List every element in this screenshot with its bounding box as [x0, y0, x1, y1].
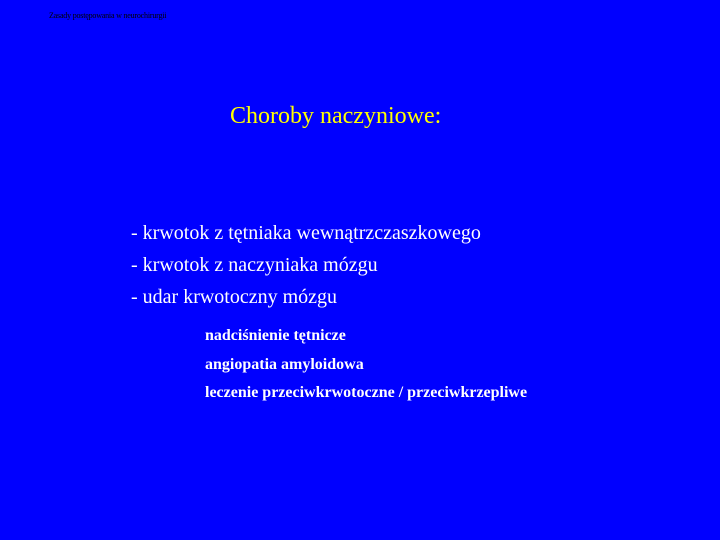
header-note: Zasady postępowania w neurochirurgii: [49, 11, 167, 20]
sub-bullet-list: [205, 322, 527, 408]
bullet-item: - krwotok z tętniaka wewnątrzczaszkowego: [131, 222, 481, 244]
sub-bullet-item: angiopatia amyloidowa: [205, 355, 364, 373]
slide-title: Choroby naczyniowe:: [230, 103, 442, 129]
bullet-item: - krwotok z naczyniaka mózgu: [131, 254, 378, 276]
sub-bullet-item: leczenie przeciwkrwotoczne / przeciwkrzepliwe: [205, 384, 528, 401]
bullet-list: [131, 217, 481, 313]
sub-bullet-item: nadciśnienie tętnicze: [205, 327, 346, 344]
bullet-item: - udar krwotoczny mózgu: [131, 286, 338, 308]
